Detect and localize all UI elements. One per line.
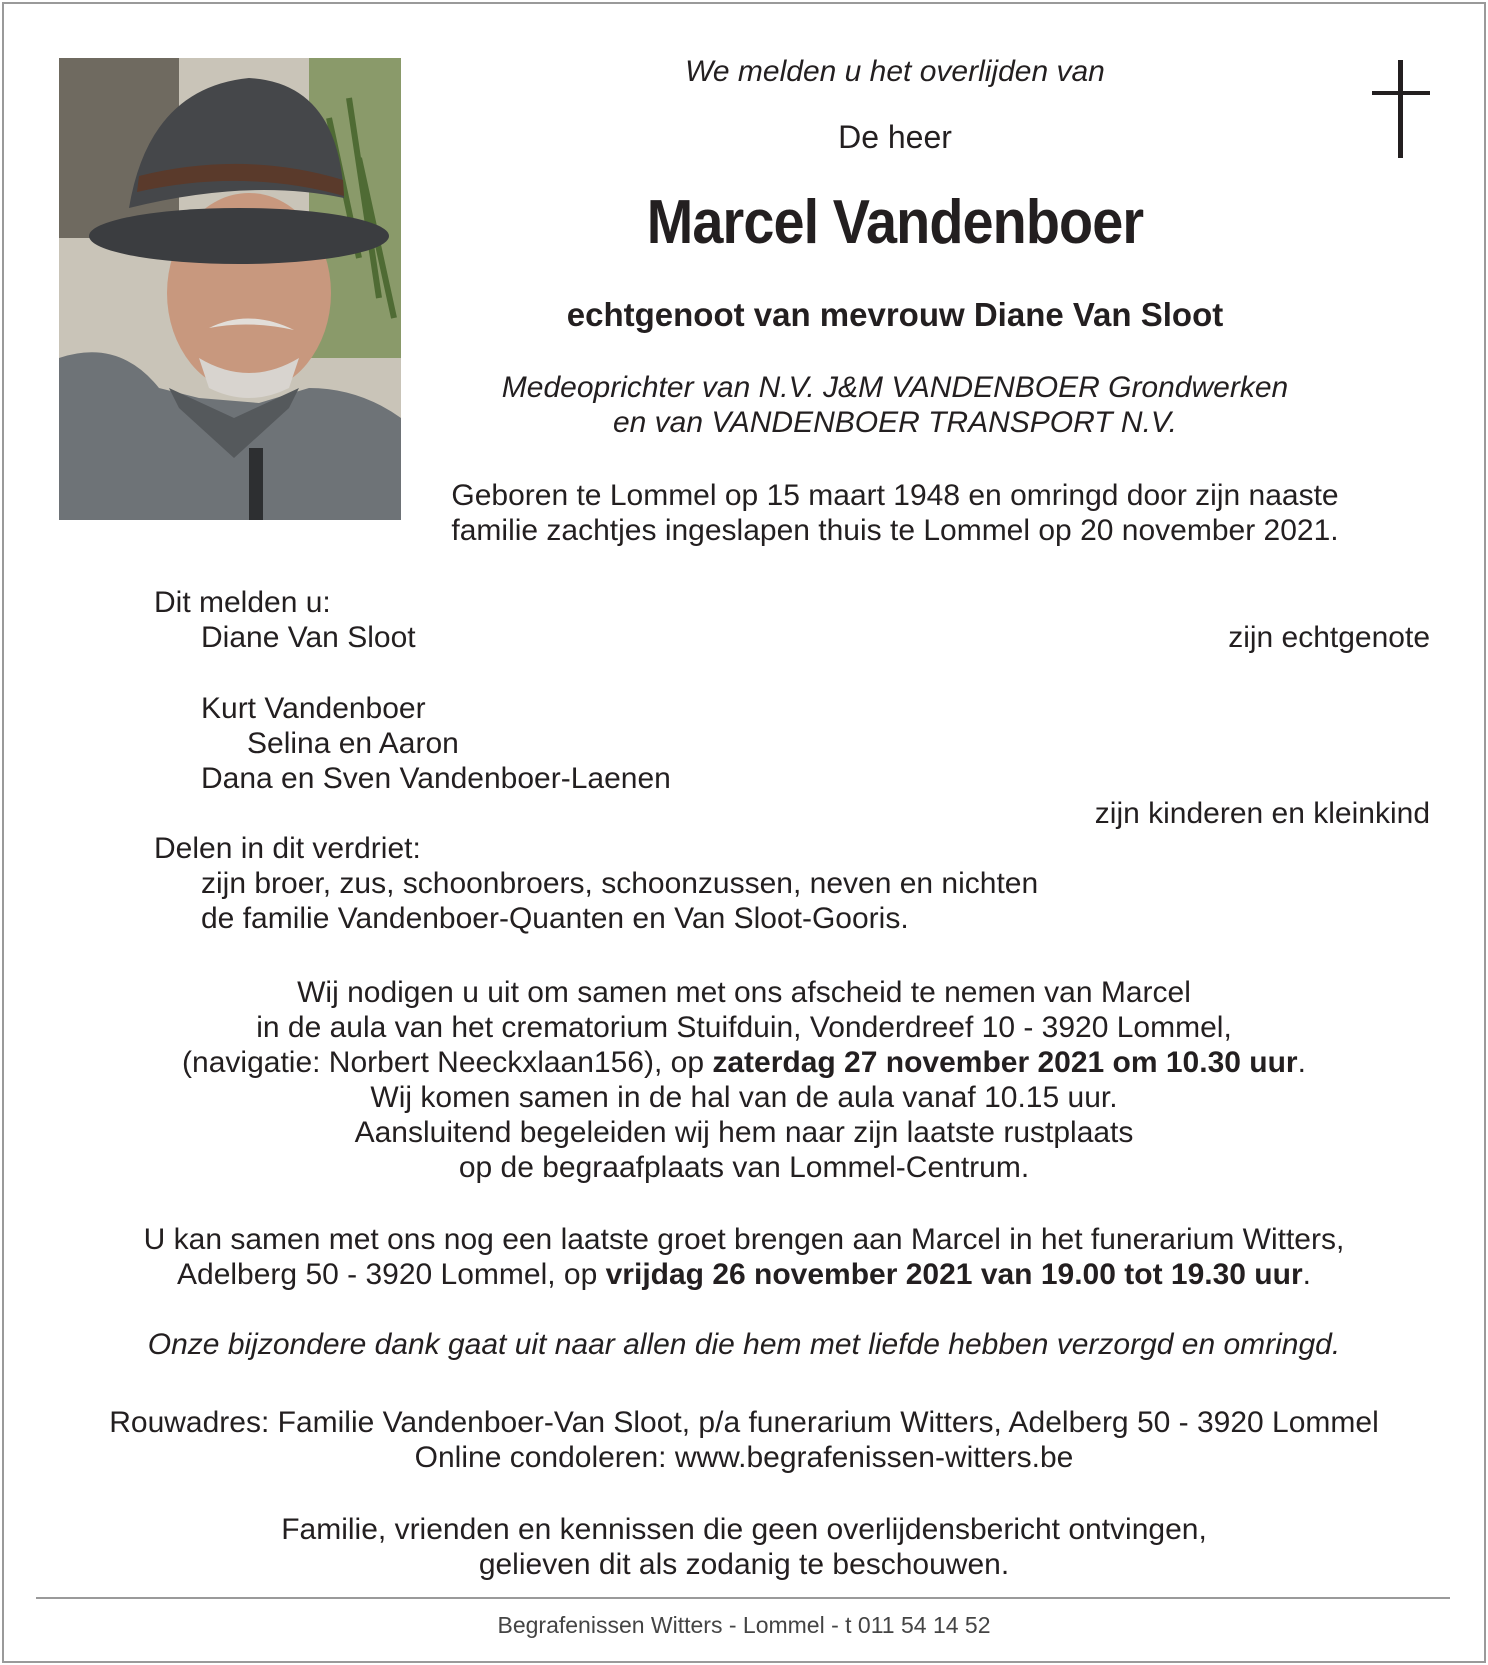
ceremony-line: Wij nodigen u uit om samen met ons afscheid te nemen van Marcel <box>297 976 1191 1009</box>
role-line: en van VANDENBOER TRANSPORT N.V. <box>612 406 1178 439</box>
ceremony-line: Wij komen samen in de hal van de aula vanaf 10.15 uur. <box>370 1081 1118 1114</box>
honorific: De heer <box>838 119 952 155</box>
visit-line-datetime <box>0 1257 1488 1292</box>
born-line: Geboren te Lommel op 15 maart 1948 en omringd door zijn naaste <box>451 479 1339 512</box>
notice-line: Familie, vrienden en kennissen die geen overlijdensbericht ontvingen, <box>281 1513 1207 1546</box>
family-heading: Dit melden u: <box>154 586 331 619</box>
spouse-relation: zijn echtgenote <box>1228 621 1430 654</box>
share-line: zijn broer, zus, schoonbroers, schoonzussen, neven en nichten <box>201 867 1039 900</box>
born-line: familie zachtjes ingeslapen thuis te Lommel op 20 november 2021. <box>451 514 1339 547</box>
child-name: Dana en Sven Vandenboer-Laenen <box>201 762 671 795</box>
portrait-photo <box>59 58 401 520</box>
portrait-icon <box>59 58 401 520</box>
role-description <box>440 370 1350 440</box>
grandchild-names: Selina en Aaron <box>247 727 459 760</box>
share-line: de familie Vandenboer-Quanten en Van Sloot-Gooris. <box>201 902 909 935</box>
cross-icon <box>1372 60 1430 158</box>
ceremony-line: in de aula van het crematorium Stuifduin, Vonderdreef 10 - 3920 Lommel, <box>256 1011 1232 1044</box>
thanks-line: Onze bijzondere dank gaat uit naar allen die hem met liefde hebben verzorgd en omringd. <box>147 1328 1341 1361</box>
child-name: Kurt Vandenboer <box>201 692 426 725</box>
ceremony-navigation: (navigatie: Norbert Neeckxlaan156), op <box>182 1046 713 1079</box>
online-condolence: Online condoleren: www.begrafenissen-witters.be <box>414 1441 1074 1474</box>
period: . <box>1297 1046 1306 1079</box>
children-relation: zijn kinderen en kleinkind <box>1094 797 1430 830</box>
share-heading: Delen in dit verdriet: <box>154 832 421 865</box>
ceremony-line-datetime <box>0 1045 1488 1080</box>
mourning-address: Rouwadres: Familie Vandenboer-Van Sloot, p/a funerarium Witters, Adelberg 50 - 3920 Lommel <box>109 1406 1379 1439</box>
notice-line: gelieven dit als zodanig te beschouwen. <box>478 1548 1010 1581</box>
period: . <box>1302 1258 1311 1291</box>
deceased-name: Marcel Vandenboer <box>646 188 1144 257</box>
spouse-line: echtgenoot van mevrouw Diane Van Sloot <box>566 296 1224 333</box>
visit-datetime: vrijdag 26 november 2021 van 19.00 tot 19.30 uur <box>605 1258 1303 1291</box>
footer-divider <box>36 1597 1450 1599</box>
ceremony-datetime: zaterdag 27 november 2021 om 10.30 uur <box>712 1046 1298 1079</box>
footer-undertaker: Begrafenissen Witters - Lommel - t 011 54 14 52 <box>497 1612 991 1638</box>
birth-death-details <box>440 478 1350 548</box>
role-line: Medeoprichter van N.V. J&M VANDENBOER Grondwerken <box>501 371 1289 404</box>
spouse-name: Diane Van Sloot <box>201 621 416 654</box>
visit-address: Adelberg 50 - 3920 Lommel, op <box>177 1258 606 1291</box>
intro-line: We melden u het overlijden van <box>685 55 1105 88</box>
visit-line: U kan samen met ons nog een laatste groet brengen aan Marcel in het funerarium Witters, <box>143 1223 1345 1256</box>
ceremony-line: Aansluitend begeleiden wij hem naar zijn laatste rustplaats <box>354 1116 1134 1149</box>
ceremony-line: op de begraafplaats van Lommel-Centrum. <box>458 1151 1030 1184</box>
